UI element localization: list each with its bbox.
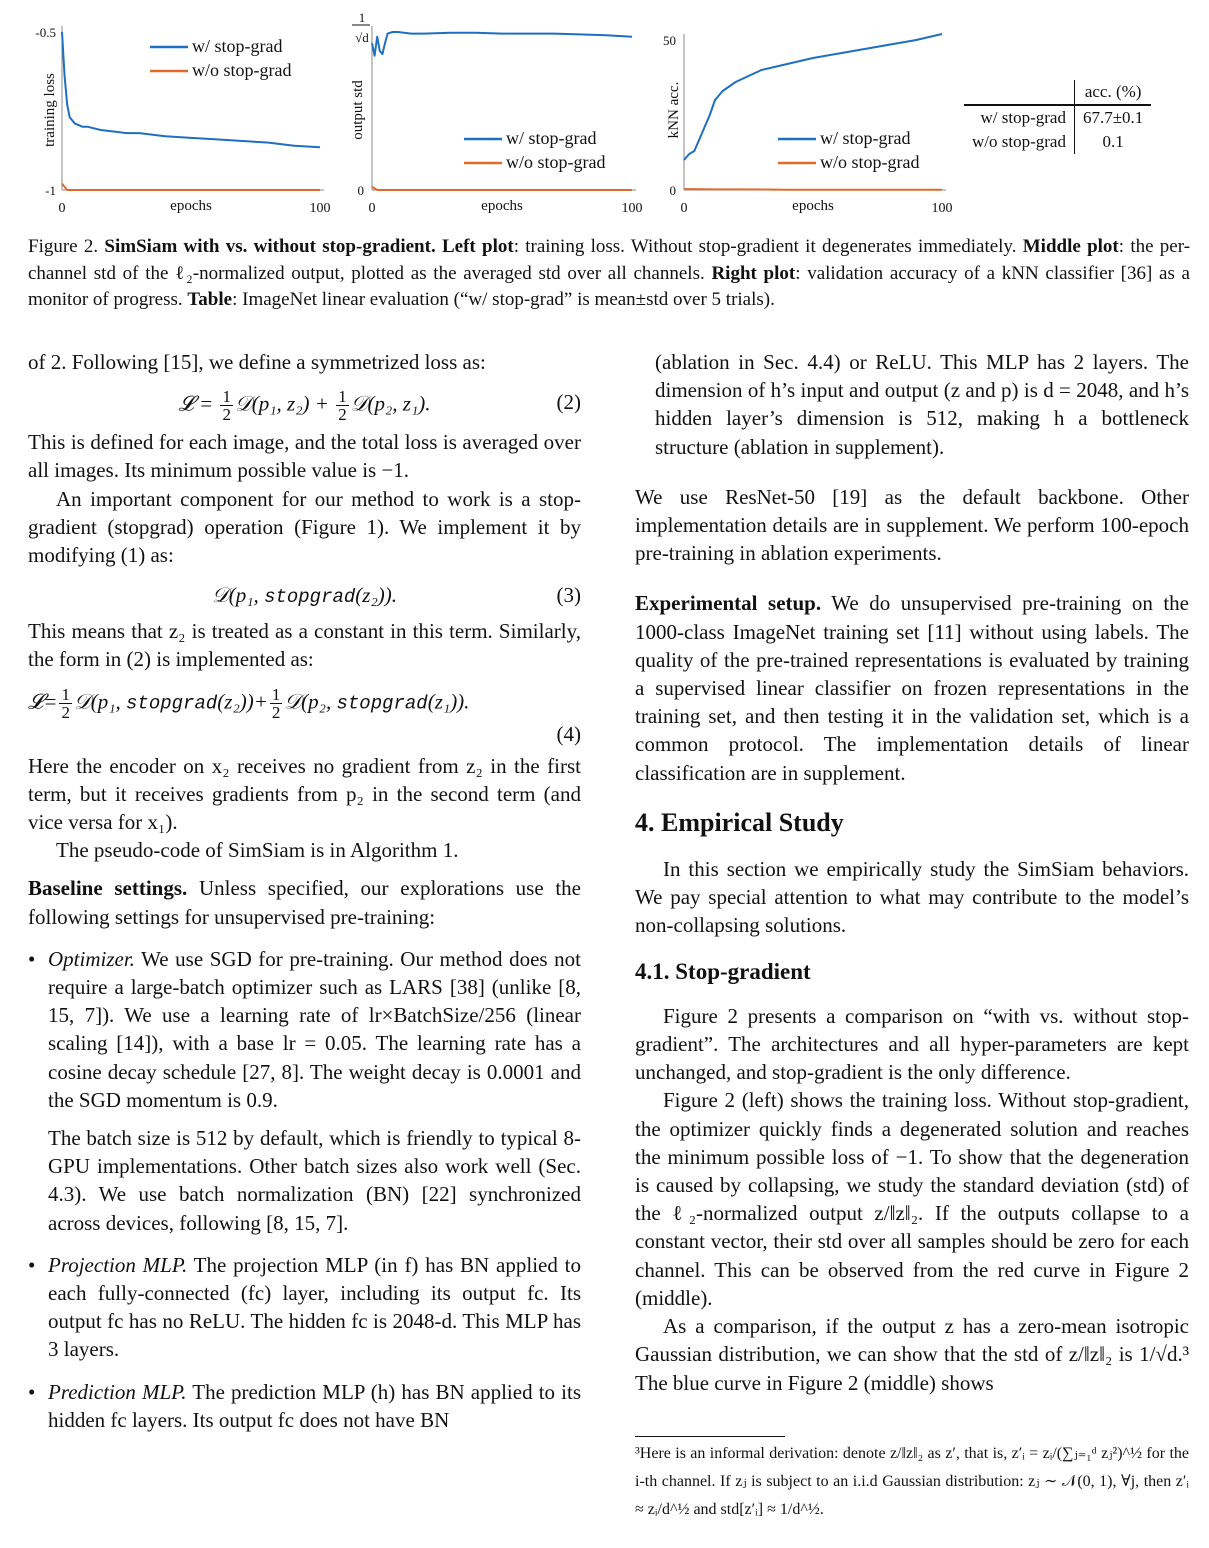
y-tick-label-denominator: √d [355,30,369,45]
paragraph: Experimental setup. We do unsupervised pre-training on the 1000-class ImageNet training set [11] without using labels. The quality of the pre-trained representations is evaluated by training a supervised linear classifier on frozen representations in the training set, and then testing it in the validation set, which is a common protocol. The implementation details of linear classification are in supplement. [635,591,1190,785]
accuracy-table [964,80,1151,154]
y-tick-label-numerator: 1 [358,10,366,25]
table-row: w/o stop-grad 0.1 [964,130,1151,154]
y-tick-label: 50 [663,33,676,48]
output-std-chart [330,0,650,228]
y-axis-label: training loss [42,73,58,147]
equation-4: 𝓛= $\frac{1}{2}$ 𝒟(p₁, stopgrad(z₂))+ $\frac{1}{2}$ 𝒟(p₂, stopgrad(z₁)). (4) [28,684,581,746]
table-row: w/ stop-grad 67.7±0.1 [964,105,1151,130]
x-axis-label: epochs [481,198,523,214]
paragraph: This is defined for each image, and the total loss is averaged over all images. Its minimum possible value is −1. [28,430,581,483]
x-tick-label: 100 [309,201,330,216]
paragraph: An important component for our method to work is a stop-gradient (stopgrad) operation (Figure 1). We implement it by modifying (1) as: [28,486,581,568]
series-line-1 [372,187,632,190]
subsection-heading: 4.1. Stop-gradient [635,958,811,984]
legend-label-1: w/o stop-grad [506,152,606,172]
table-header-acc: acc. (%) [1074,80,1151,105]
paragraph: This means that z₂ is treated as a constant in this term. Similarly, the form in (2) is implemented as: [28,619,581,672]
table-header-empty [964,80,1074,105]
list-item: • Prediction MLP. The prediction MLP (h) has BN applied to its hidden fc layers. Its output fc does not have BN [28,1378,581,1434]
y-axis-label: output std [350,80,366,140]
paragraph: We use ResNet-50 [19] as the default backbone. Other implementation details are in supplement. We perform 100-epoch pre-training in ablation experiments. [635,484,1189,566]
training-loss-chart [0,0,330,228]
knn-acc-chart [650,0,960,228]
legend-label-1: w/o stop-grad [192,60,292,80]
equation-2: 𝓛 = $\frac{1}{2}$ 𝒟(p₁, z₂) + $\frac{1}{2}$ 𝒟(p₂, z₁). (2) [178,387,581,425]
x-tick-label: 0 [58,201,66,216]
x-tick-label: 0 [680,201,688,216]
x-axis-label: epochs [170,198,212,214]
legend-label-0: w/ stop-grad [192,36,283,56]
y-tick-label: 0 [669,183,676,198]
caption-title: SimSiam with vs. without stop-gradient [104,236,431,257]
x-tick-label: 0 [368,201,376,216]
paragraph: Baseline settings. Unless specified, our explorations use the following settings for unsupervised pre-training: [28,876,581,929]
x-tick-label: 100 [931,201,953,216]
footnote-rule [635,1436,785,1437]
y-tick-label: -1 [45,183,56,198]
legend-label-0: w/ stop-grad [506,128,597,148]
legend-label-0: w/ stop-grad [820,128,911,148]
left-column [28,348,581,1448]
paragraph: Figure 2 (left) shows the training loss. Without stop-gradient, the optimizer quickly finds a degenerated solution and reaches the minimum possible loss of −1. To show that the degeneration is caused by collapsing, we study the standard deviation (std) of the ℓ₂-normalized output z/‖z‖₂. If the outputs collapse to a constant vector, their std over all samples should be zero for each channel. This can be observed from the red curve in Figure 2 (middle). [635,1088,1189,1310]
legend-label-1: w/o stop-grad [820,152,920,172]
settings-list [28,945,581,1434]
paragraph: Figure 2 presents a comparison on “with vs. without stop-gradient”. The architectures and all hyper-parameters are kept unchanged, and stop-gradient is the only difference. [635,1003,1189,1085]
list-item: • Projection MLP. The projection MLP (in f) has BN applied to each fully-connected (fc) layer, including its output fc. Its output fc has no ReLU. The hidden fc is 2048-d. This MLP has 3 layers. [28,1251,581,1364]
section-heading: 4. Empirical Study [635,807,844,837]
series-line-1 [62,184,320,190]
paragraph: The pseudo-code of SimSiam is in Algorithm 1. [56,838,459,863]
paragraph: (ablation in Sec. 4.4) or ReLU. This MLP has 2 layers. The dimension of h’s input and output (z and p) is d = 2048, and h’s hidden layer’s dimension is 512, making h a bottleneck structure (ablation in supplement). [655,350,1189,459]
x-axis-label: epochs [792,198,834,214]
series-line-1 [684,189,942,190]
figure-caption: Figure 2. SimSiam with vs. without stop-gradient. Left plot: training loss. Without stop-gradient it degenerates immediately. Middle plot: the per-channel std of the ℓ₂-normalized output, plotted as the averaged std over all channels. Right plot: validation accuracy of a kNN classifier [36] as a monitor of progress. Table: ImageNet linear evaluation (“w/ stop-grad” is mean±std over 5 trials). [28,236,1191,310]
paragraph: of 2. Following [15], we define a symmetrized loss as: [28,350,486,374]
paragraph: As a comparison, if the output z has a zero-mean isotropic Gaussian distribution, we can show that the std of z/‖z‖₂ is 1/√d.³ The blue curve in Figure 2 (middle) shows [635,1314,1189,1395]
x-tick-label: 100 [621,201,643,216]
list-item: • Optimizer. We use SGD for pre-training. Our method does not require a large-batch optimizer such as LARS [38] (unlike [8, 15, 7]). We use a learning rate of lr×BatchSize/256 (linear scaling [14]), with a base lr = 0.05. The learning rate has a cosine decay schedule [27, 8]. The weight decay is 0.0001 and the SGD momentum is 0.9. The batch size is 512 by default, which is friendly to typical 8-GPU implementations. Other batch sizes also work well (Sec. 4.3). We use batch normalization (BN) [22] synchronized across devices, following [8, 15, 7]. [28,945,581,1237]
paragraph: In this section we empirically study the SimSiam behaviors. We pay special attention to what may contribute to the model’s non-collapsing solutions. [635,857,1189,938]
equation-3: 𝒟(p₁, stopgrad(z₂)). (3) [211,583,581,609]
series-line-0 [372,32,632,56]
y-tick-label: 0 [357,183,364,198]
y-tick-label: -0.5 [35,25,56,40]
paragraph: Here the encoder on x₂ receives no gradient from z₂ in the first term, but it receives gradients from p₂ in the second term (and vice versa for x₁). [28,753,581,835]
right-column [635,348,1189,1397]
y-axis-label: kNN acc. [666,81,682,139]
footnote: ³Here is an informal derivation: denote z/‖z‖₂ as z′, that is, z′ᵢ = zᵢ/(∑ⱼ₌₁ᵈ zⱼ²)^½ for the i-th channel. If zⱼ is subject to an i.i.d Gaussian distribution: zⱼ ∼ 𝒩(0, 1), ∀j, then z′ᵢ ≈ zᵢ/d^½ and std[z′ᵢ] ≈ 1/d^½. [635,1445,1189,1518]
